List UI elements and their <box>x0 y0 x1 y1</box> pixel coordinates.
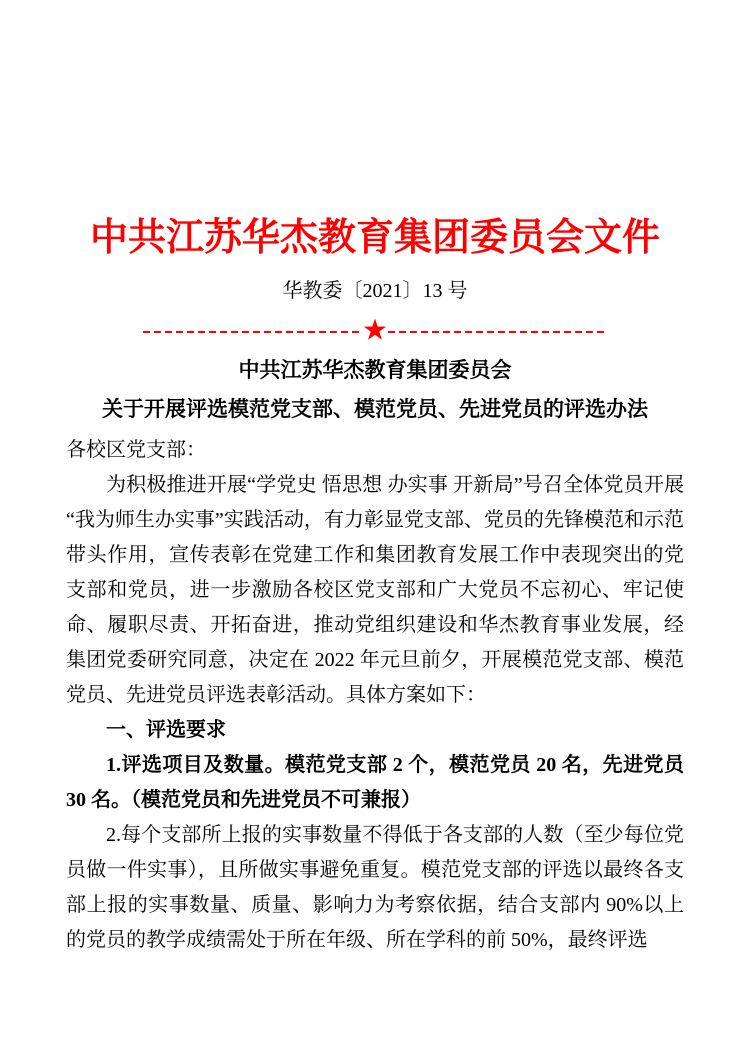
section-1-heading: 一、评选要求 <box>106 719 226 742</box>
salutation: 各校区党支部： <box>66 439 206 462</box>
document-title-heading: 关于开展评选模范党支部、模范党员、先进党员的评选办法 <box>102 396 648 421</box>
star-icon: ★ <box>363 317 387 344</box>
document-number: 华教委〔2021〕13 号 <box>282 279 468 302</box>
red-banner-title: 中共江苏华杰教育集团委员会文件 <box>89 217 660 259</box>
section-1-item-2: 2.每个支部所上报的实事数量不得低于各支部的人数（至少每位党员做一件实事），且所做实事避免重复。模范党支部的评选以最终各支部上报的实事数量、质量、影响力为考察依据，结合支部内 90%以上的党员的教学成绩需处于所在年级、所在学科的前 50%，最终评选 <box>66 824 684 952</box>
red-star-divider <box>143 317 607 344</box>
divider-dash-right <box>388 331 607 333</box>
issuing-org-heading: 中共江苏华杰教育集团委员会 <box>238 357 512 382</box>
divider-dash-left <box>143 331 362 333</box>
section-1-item-1: 1.评选项目及数量。模范党支部 2 个，模范党员 20 名，先进党员 30 名。（模范党员和先进党员不可兼报） <box>66 754 684 812</box>
intro-paragraph: 为积极推进开展“学党史 悟思想 办实事 开新局”号召全体党员开展“我为师生办实事”实践活动，有力彰显党支部、党员的先锋模范和示范带头作用，宣传表彰在党建工作和集团教育发展工作中表现突出的党支部和党员，进一步激励各校区党支部和广大党员不忘初心、牢记使命、履职尽责、开拓奋进，推动党组织建设和华杰教育事业发展，经集团党委研究同意，决定在 2022 年元旦前夕，开展模范党支部、模范党员、先进党员评选表彰活动。具体方案如下： <box>66 474 684 707</box>
document-body <box>66 433 684 958</box>
